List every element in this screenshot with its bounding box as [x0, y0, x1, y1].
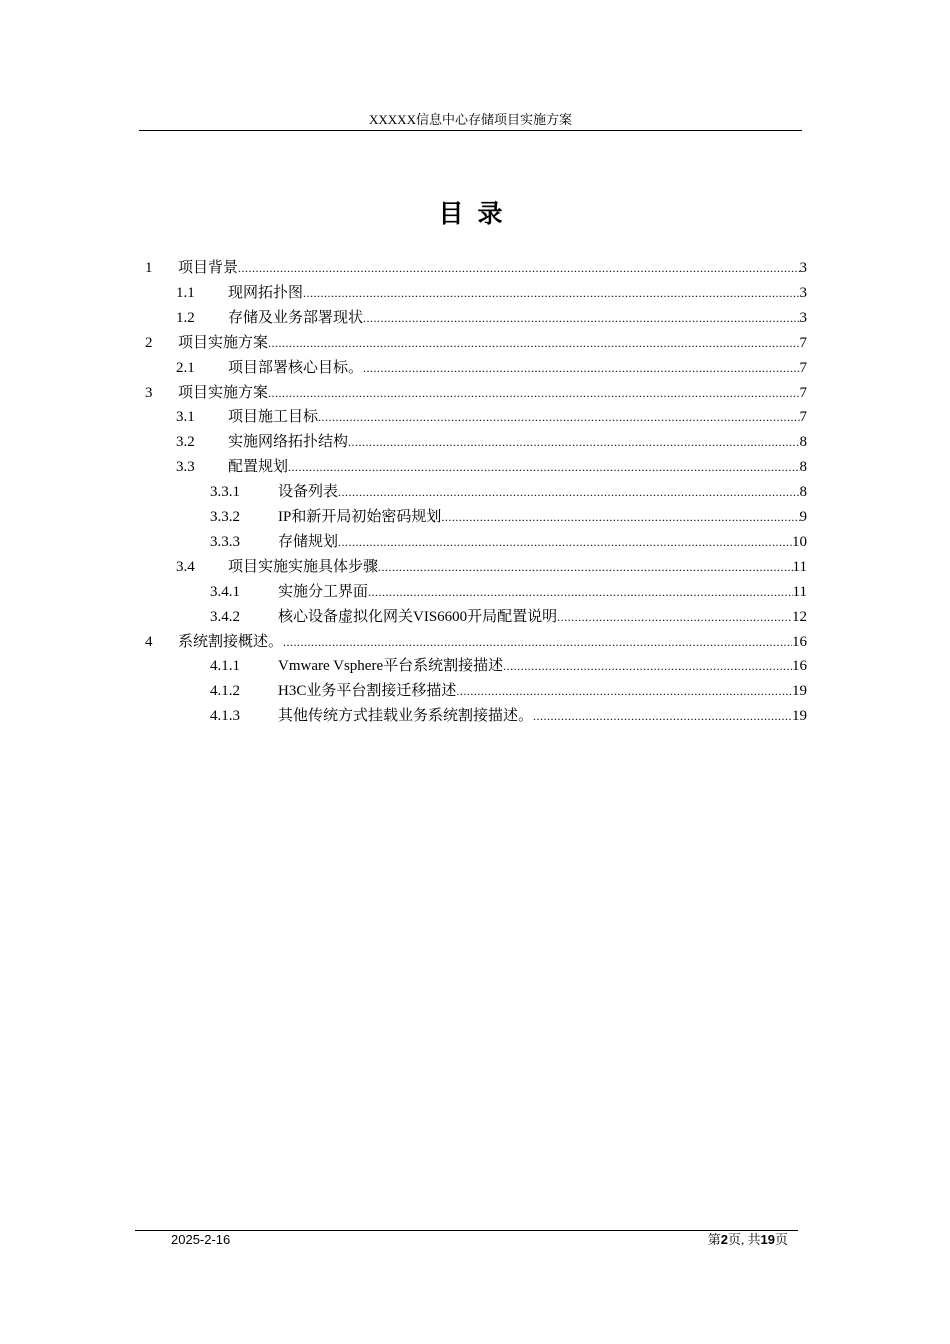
toc-entry-title: 项目施工目标	[228, 409, 319, 426]
toc-entry-title: 配置规划	[228, 459, 289, 476]
toc-entry-title: IP和新开局初始密码规划	[278, 509, 442, 525]
toc-entry-page: 11	[792, 583, 807, 600]
page-prefix: 第	[707, 1232, 721, 1247]
toc-dot-leader	[288, 458, 799, 476]
toc-entry[interactable]	[145, 256, 807, 280]
toc-entry-number: 3.3.3	[210, 533, 240, 550]
toc-entry-page: 16	[792, 633, 807, 650]
toc-entry-page: 12	[792, 608, 807, 625]
toc-entry-title: 存储规划	[278, 533, 339, 550]
toc-entry[interactable]	[210, 580, 807, 604]
toc-entry-page: 9	[799, 509, 807, 525]
toc-entry-number: 2	[145, 334, 153, 351]
toc-entry[interactable]	[145, 331, 807, 355]
toc-entry[interactable]	[176, 306, 807, 330]
toc-entry[interactable]	[176, 555, 807, 579]
toc-entry-number: 3.3	[176, 459, 195, 476]
toc-entry-number: 3.4.2	[210, 608, 240, 625]
toc-entry-number: 1	[145, 260, 153, 276]
toc-entry-page: 3	[799, 260, 807, 276]
toc-entry-page: 7	[799, 409, 807, 426]
toc-entry[interactable]	[210, 679, 807, 703]
toc-dot-leader	[378, 558, 793, 576]
toc-entry[interactable]	[145, 381, 807, 405]
toc-entry-page: 7	[799, 334, 807, 351]
toc-dot-leader	[533, 707, 792, 725]
toc-dot-leader	[363, 309, 799, 327]
toc-entry[interactable]	[176, 356, 807, 380]
toc-entry[interactable]	[176, 455, 807, 479]
toc-dot-leader	[268, 334, 799, 352]
toc-dot-leader	[368, 583, 793, 601]
toc-title: 目录	[438, 199, 517, 228]
toc-entry-number: 1.1	[176, 284, 195, 301]
toc-entry-title: 设备列表	[278, 484, 339, 501]
toc-entry[interactable]	[176, 430, 807, 454]
toc-entry-title: 项目部署核心目标。	[228, 359, 364, 376]
toc-entry-title: H3C业务平台割接迁移描述	[278, 683, 457, 700]
toc-entry-page: 7	[799, 384, 807, 401]
toc-entry-number: 3.4	[176, 558, 195, 575]
toc-entry[interactable]	[176, 281, 807, 305]
toc-entry-number: 2.1	[176, 359, 195, 376]
toc-entry-number: 3.2	[176, 434, 195, 451]
toc-entry-title: 核心设备虚拟化网关VIS6600开局配置说明	[278, 608, 558, 625]
toc-entry-number: 1.2	[176, 309, 195, 326]
toc-entry-page: 3	[799, 309, 807, 326]
toc-entry-title: 现网拓扑图	[228, 284, 304, 301]
toc-entry-title: 实施分工界面	[278, 583, 369, 600]
toc-entry[interactable]	[145, 630, 807, 654]
toc-entry-number: 3.1	[176, 409, 195, 426]
toc-entry-title: 其他传统方式挂载业务系统割接描述。	[278, 708, 534, 725]
toc-entry-number: 3.4.1	[210, 583, 240, 600]
toc-entry-title: 系统割接概述。	[178, 633, 284, 650]
toc-dot-leader	[268, 384, 799, 402]
toc-dot-leader	[238, 259, 799, 277]
toc-entry-title: 实施网络拓扑结构	[228, 434, 349, 451]
toc-entry[interactable]	[210, 480, 807, 504]
toc-entry-page: 8	[799, 484, 807, 501]
page-total: 19	[760, 1232, 775, 1247]
toc-entry-page: 19	[792, 708, 807, 725]
footer-date: 2025-2-16	[171, 1232, 231, 1247]
running-header: XXXXX信息中心存储项目实施方案	[369, 112, 572, 127]
toc-entry-page: 7	[799, 359, 807, 376]
toc-entry-page: 3	[799, 284, 807, 301]
toc-dot-leader	[303, 284, 799, 302]
toc-dot-leader	[338, 483, 799, 501]
header-rule	[139, 130, 802, 131]
toc-entry[interactable]	[176, 405, 807, 429]
toc-entry[interactable]	[210, 505, 807, 529]
toc-entry-title: 项目实施实施具体步骤	[228, 558, 379, 575]
toc-dot-leader	[441, 508, 799, 526]
toc-entry-number: 3.3.1	[210, 484, 240, 501]
toc-dot-leader	[456, 682, 792, 700]
toc-entry[interactable]	[210, 605, 807, 629]
page-middle: 页, 共	[728, 1232, 761, 1247]
toc-entry-page: 19	[792, 683, 807, 700]
toc-dot-leader	[318, 408, 799, 426]
toc-entry[interactable]	[210, 530, 807, 554]
toc-dot-leader	[557, 608, 792, 626]
footer-page-number	[708, 1231, 788, 1249]
toc-entry-page: 8	[799, 434, 807, 451]
toc-dot-leader	[503, 657, 792, 675]
toc-dot-leader	[363, 359, 799, 377]
toc-entry-title: Vmware Vsphere平台系统割接描述	[278, 658, 504, 675]
toc-entry-page: 10	[792, 533, 807, 550]
toc-entry-page: 8	[799, 459, 807, 476]
toc-entry-title: 项目背景	[178, 260, 239, 276]
page-current: 2	[720, 1232, 728, 1247]
footer-rule	[135, 1230, 798, 1231]
toc-dot-leader	[283, 633, 792, 651]
toc-entry-number: 4.1.1	[210, 658, 240, 675]
toc-entry-number: 3	[145, 384, 153, 401]
toc-entry-page: 11	[792, 558, 807, 575]
toc-entry-number: 4.1.2	[210, 683, 240, 700]
toc-entry-title: 项目实施方案	[178, 334, 269, 351]
toc-entry-page: 16	[792, 658, 807, 675]
toc-entry-number: 3.3.2	[210, 509, 240, 525]
toc-dot-leader	[338, 533, 792, 551]
toc-entry-number: 4	[145, 633, 153, 650]
toc-entry-title: 存储及业务部署现状	[228, 309, 364, 326]
toc-entry[interactable]	[210, 654, 807, 678]
toc-entry-title: 项目实施方案	[178, 384, 269, 401]
page-suffix: 页	[774, 1232, 788, 1247]
toc-dot-leader	[348, 433, 799, 451]
toc-entry[interactable]	[210, 704, 807, 728]
toc-entry-number: 4.1.3	[210, 708, 240, 725]
